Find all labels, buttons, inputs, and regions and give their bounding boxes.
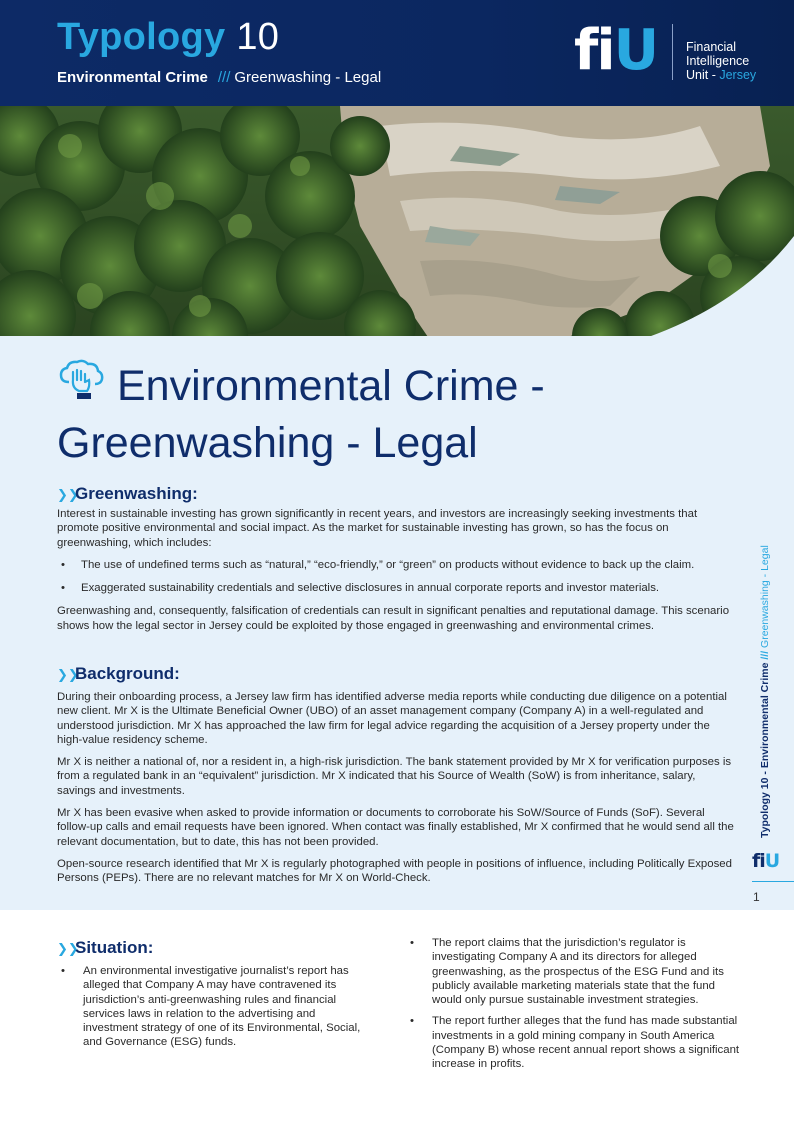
subtitle-sub: Greenwashing - Legal <box>234 69 382 86</box>
side-rule <box>752 881 794 882</box>
side-running-title-text <box>759 538 771 838</box>
typology-title <box>57 16 279 59</box>
greenwashing-closing: Greenwashing and, consequently, falsification of credentials can result in significant penalties and reputational damage. This scenario shows how the legal sector in Jersey could be exploited by those engaged in greenwashing and environmental crimes. <box>57 605 730 632</box>
situation-right-column <box>406 936 740 1079</box>
situation-heading <box>57 938 153 958</box>
typology-number: 10 <box>236 16 280 58</box>
aerial-forest-mining-illustration <box>0 106 794 340</box>
situation-bullet: • The report claims that the jurisdiction’s regulator is investigating Company A and its directors for alleged greenwashing, as the prospectus of the ESG Fund and its publicly available marketing materials state that the fund would only pursue sustainable investment strategies. <box>406 936 740 1007</box>
background-heading-text: Background: <box>75 664 180 683</box>
logo-line-3 <box>686 68 756 82</box>
double-chevron-icon: ❯❯ <box>57 941 79 956</box>
logo-mark-right: U <box>613 18 658 83</box>
situation-left-column <box>57 964 367 1057</box>
fiu-logo <box>574 20 764 86</box>
logo-mark-left: fi <box>574 18 614 83</box>
situation-right-list <box>406 936 740 1072</box>
logo-line-1: Financial <box>686 40 737 54</box>
side-running-title <box>759 538 773 838</box>
situation-bullet: • The report further alleges that the fund has made substantial investments in a gold mining company in South America (Company B) whose recent annual report shows a significant increase in profits. <box>406 1014 740 1071</box>
side-title-part-2: Greenwashing - Legal <box>759 545 771 648</box>
greenwashing-body <box>57 507 737 641</box>
subtitle-main: Environmental Crime <box>57 69 208 86</box>
situation-bullet: • An environmental investigative journalist’s report has alleged that Company A may have contravened its jurisdiction’s anti-greenwashing rules and financial services laws in relation to the advertising and investment strategy of one of its Environmental, Social, and Governance (ESG) funds. <box>57 964 367 1050</box>
background-paragraph: Mr X has been evasive when asked to provide information or documents to corroborate his SoW/Source of Funds (SoF). Several follow-up calls and email requests have been ignored. When contact was finally established, Mr X confirmed that he would send all the relevant documentation, but to date, this has not been provided. <box>57 807 734 848</box>
fiu-logo-mark <box>574 20 657 82</box>
background-paragraph: Open-source research identified that Mr X is regularly photographed with people in positions of influence, including Politically Exposed Persons (PEPs). There are no relevant matches for Mr X on World-Check. <box>57 857 732 885</box>
page-number: 1 <box>753 890 760 904</box>
page-title <box>57 358 617 472</box>
background-paragraph: Mr X is neither a national of, nor a resident in, a high-risk jurisdiction. The bank statement provided by Mr X for verification purposes is from a regulated bank in an “equivalent” jurisdiction. Mr X indicated that his Source of Wealth (SoW) is from inheritance, salary, savings and investments. <box>57 756 732 797</box>
double-chevron-icon: ❯❯ <box>57 667 79 682</box>
greenwashing-heading-text: Greenwashing: <box>75 484 198 503</box>
background-paragraph: During their onboarding process, a Jersey law firm has identified adverse media reports while conducting due diligence on a potential new client. Mr X is the Ultimate Beneficial Owner (UBO) of an asset management company (Company A) in a well-regulated and understood jurisdiction. Mr X has approached the law firm for legal advice regarding the acquisition of a Jersey property under the high-value residency scheme. <box>57 691 727 746</box>
greenwashing-intro: Interest in sustainable investing has grown significantly in recent years, and investors are increasingly seeking investments that promote positive environmental and social impact. As the market for sustainable investing has grown, so has the focus on greenwashing, which includes: <box>57 508 698 549</box>
subtitle-separator: /// <box>217 69 231 86</box>
header-subtitle <box>57 69 381 86</box>
background-body <box>57 690 737 894</box>
logo-divider <box>672 24 673 80</box>
logo-line-3b: Jersey <box>719 68 757 82</box>
logo-text <box>686 40 756 82</box>
logo-line-3a: Unit - <box>686 68 720 82</box>
logo-line-2: Intelligence <box>686 54 750 68</box>
greenwashing-bullets <box>57 558 737 596</box>
side-logo-right: U <box>764 850 780 872</box>
greenwashing-bullet: • The use of undefined terms such as “natural,” “eco-friendly,” or “green” on products without evidence to back up the claim. <box>57 558 737 572</box>
situation-heading-text: Situation: <box>75 938 154 957</box>
typology-word: Typology <box>57 16 226 58</box>
greenwashing-bullet: • Exaggerated sustainability credentials and selective disclosures in annual corporate reports and investor materials. <box>57 581 737 595</box>
hero-aerial-image <box>0 106 794 340</box>
side-fiu-logo <box>752 850 779 872</box>
greenwashing-heading <box>57 484 198 504</box>
side-title-part-1: Typology 10 - Environmental Crime <box>759 662 771 838</box>
side-title-separator: /// <box>759 650 771 660</box>
background-heading <box>57 664 180 684</box>
side-logo-left: fi <box>752 850 765 872</box>
situation-left-list <box>57 964 367 1050</box>
header-banner <box>0 0 794 106</box>
double-chevron-icon: ❯❯ <box>57 487 79 502</box>
page-title-line-2: Greenwashing - Legal <box>57 419 478 467</box>
page-title-line-1: Environmental Crime - <box>117 362 545 410</box>
